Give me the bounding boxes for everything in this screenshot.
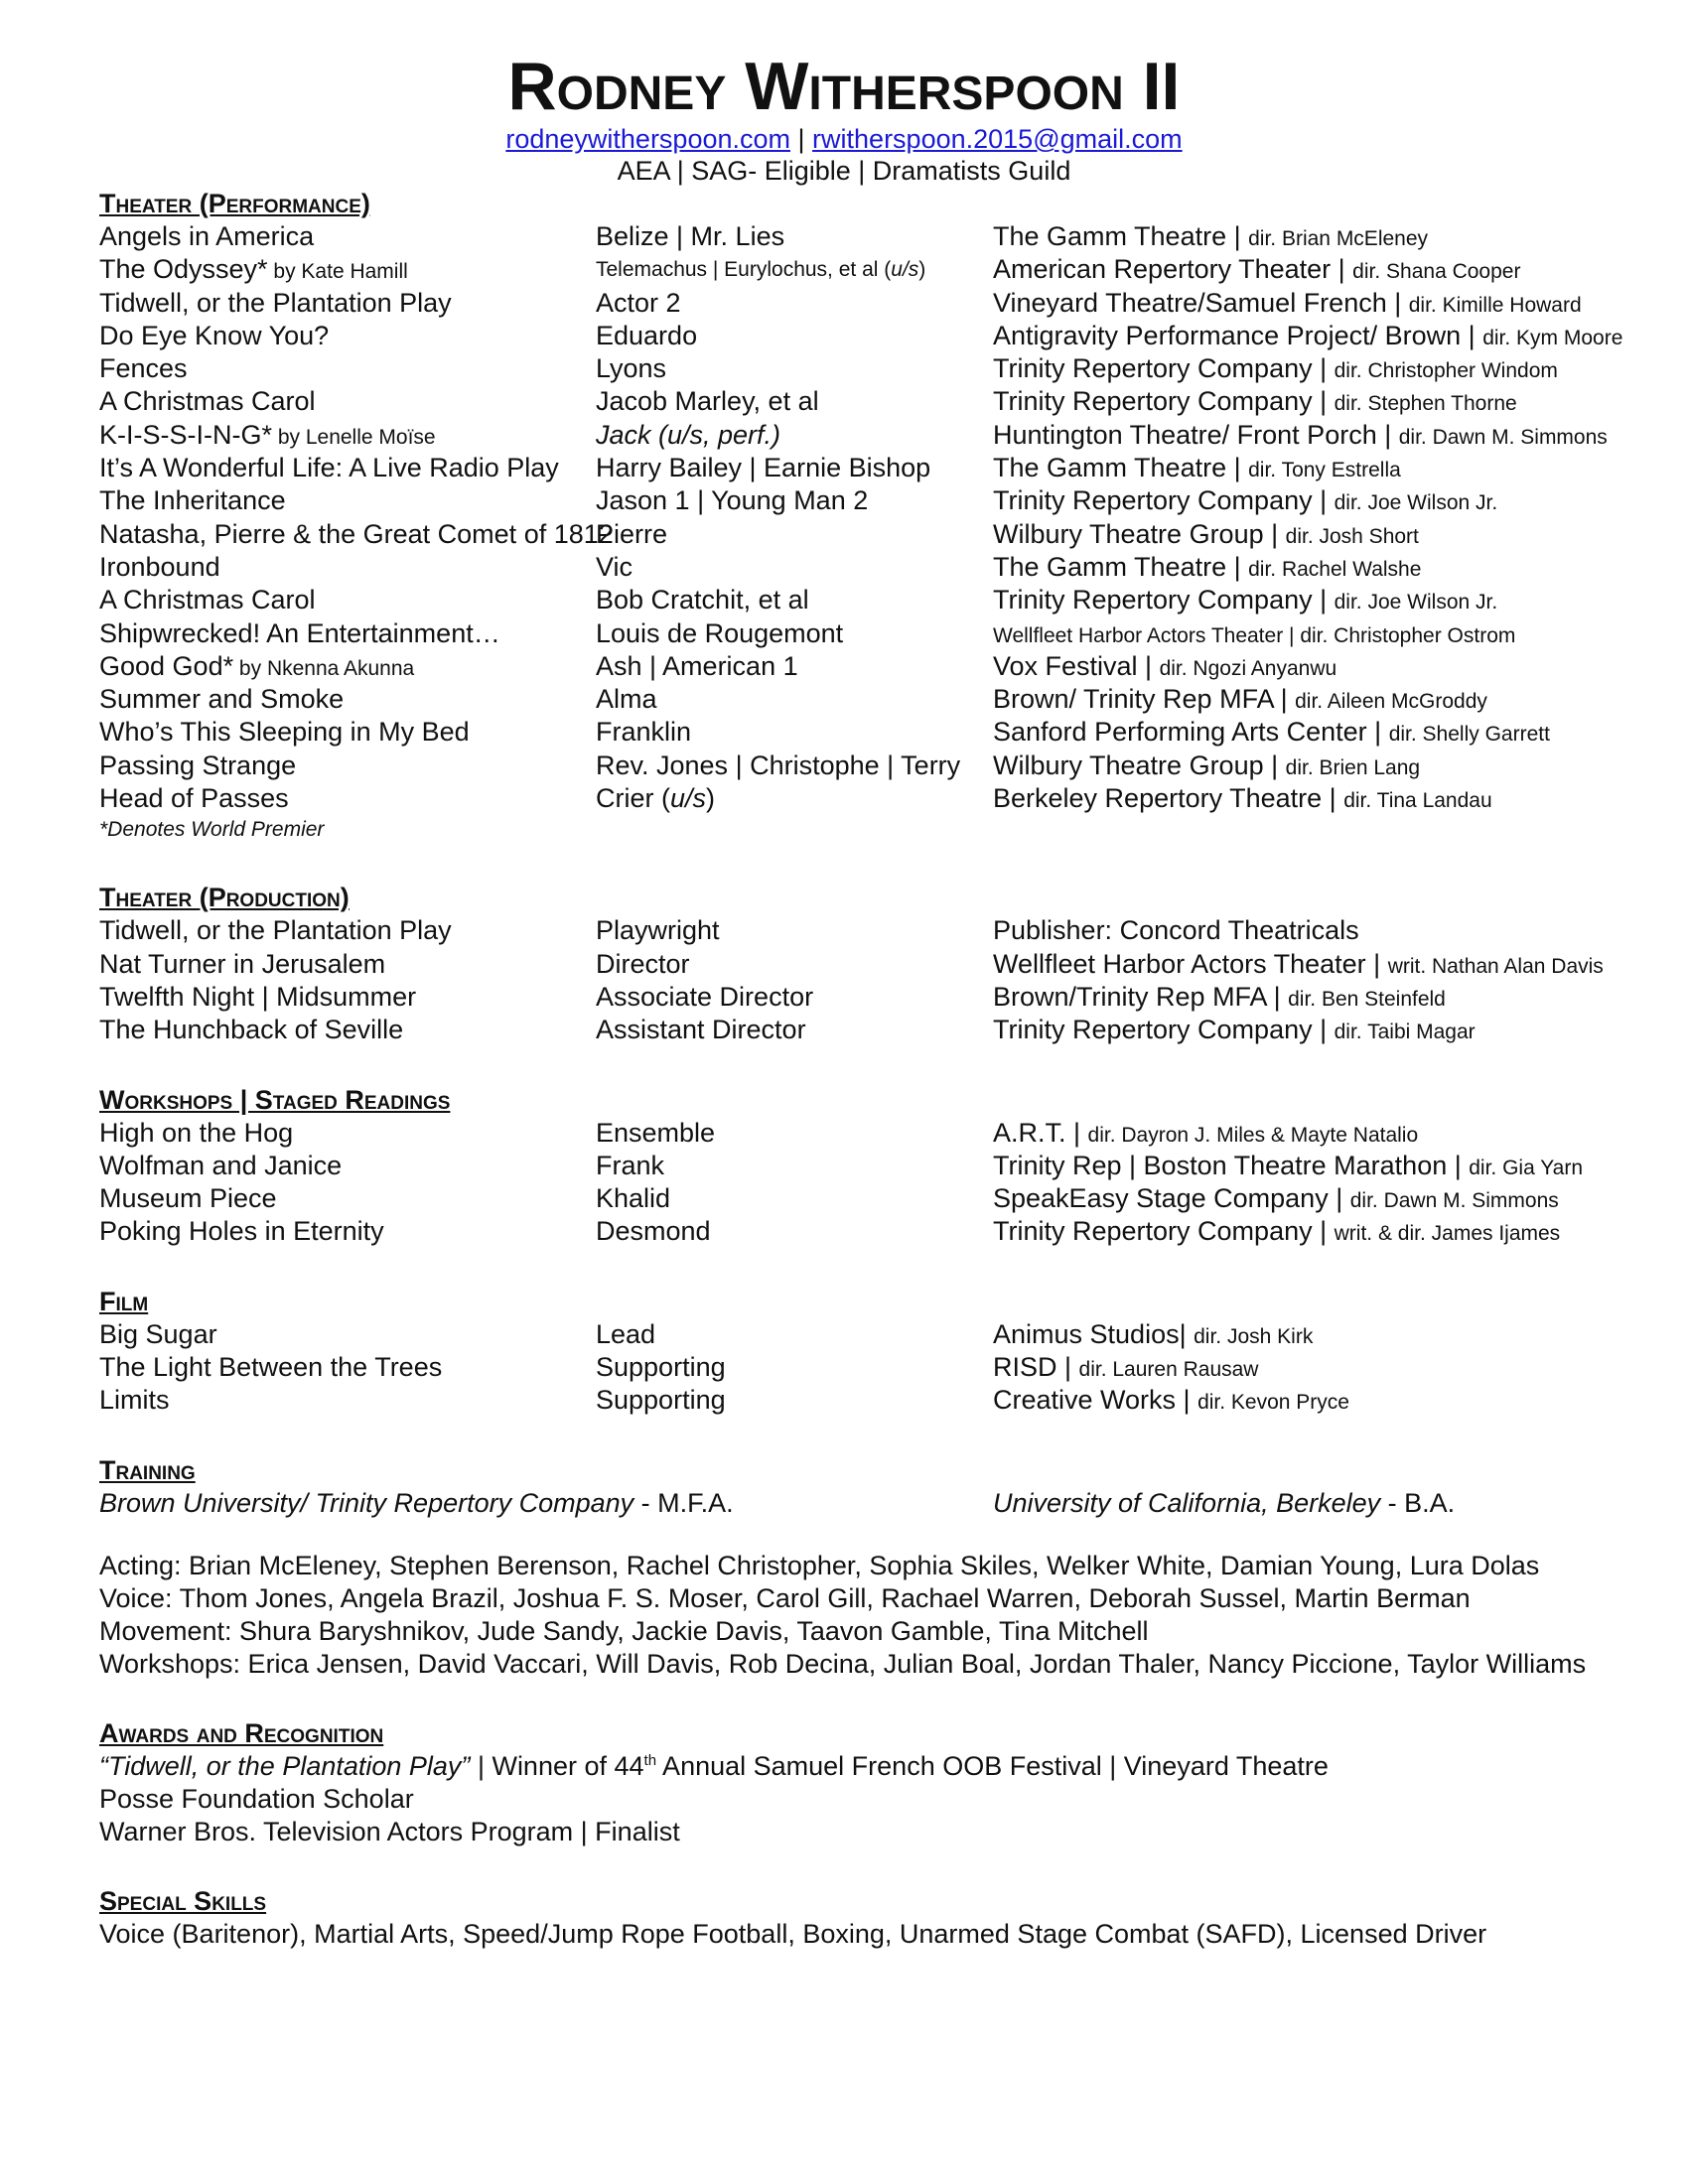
credit-title-text: High on the Hog [99,1117,294,1148]
award-warner: Warner Bros. Television Actors Program | Finalist [99,1816,680,1846]
credit-director: dir. Aileen McGroddy [1295,690,1487,714]
credit-venue [993,617,1515,652]
credit-venue [993,385,1517,420]
credit-title-text: Head of Passes [99,783,289,814]
training-movement: Movement: Shura Baryshnikov, Jude Sandy, Jackie Davis, Taavon Gamble, Tina Mitchell [99,1615,1149,1646]
credit-role: Ensemble [596,1117,716,1148]
resume-page [99,49,1623,1951]
credit-venue [993,452,1401,486]
credit-row [99,981,1609,1014]
credit-title [99,352,188,387]
training-workshops: Workshops: Erica Jensen, David Vaccari, Will Davis, Rob Decina, Julian Boal, Jordan Thaler, Nancy Piccione, Taylor Williams [99,1648,1587,1679]
credit-venue [993,1182,1559,1217]
credit-title [99,1215,384,1248]
credit-role: Harry Bailey | Earnie Bishop [596,453,931,483]
school-ba: University of California, Berkeley [993,1487,1381,1518]
credit-role: Supporting [596,1385,726,1416]
credit-row [99,253,1609,286]
training-voice: Voice: Thom Jones, Angela Brazil, Joshua F. S. Moser, Carol Gill, Rachael Warren, Deborah Sussel, Martin Berman [99,1582,1471,1613]
credit-row [99,1182,1609,1215]
credit-row [99,750,1609,782]
credit-title [99,650,414,685]
performance-list [99,220,1623,815]
credit-venue-text: SpeakEasy Stage Company | [993,1183,1350,1214]
section-heading-production: Theater (Production) [99,883,350,913]
credit-venue [993,1117,1418,1152]
credit-title-text: Passing Strange [99,750,297,780]
credit-venue [993,1318,1313,1353]
credit-title-text: Tidwell, or the Plantation Play [99,287,452,318]
credit-title-text: Angels in America [99,221,315,251]
credit-role: Ash | American 1 [596,650,798,681]
credit-venue-text: Sanford Performing Arts Center | [993,717,1389,748]
credit-row [99,484,1609,517]
credit-director: dir. Ngozi Anyanwu [1159,656,1337,680]
credit-director: dir. Tina Landau [1343,789,1492,813]
credit-director: dir. Ben Steinfeld [1288,987,1446,1011]
credit-title-text: Big Sugar [99,1318,217,1349]
credit-venue [993,287,1582,322]
credit-venue-text: Trinity Repertory Company | [993,353,1335,384]
credit-title-text: Nat Turner in Jerusalem [99,948,386,979]
credit-title-text: The Inheritance [99,485,286,516]
credit-title [99,1150,342,1182]
credit-director: dir. Gia Yarn [1469,1156,1584,1179]
credit-title-text: Tidwell, or the Plantation Play [99,915,452,946]
credit-role: Frank [596,1150,665,1180]
credit-role: Jason 1 | Young Man 2 [596,485,869,516]
credit-venue-text: Wilbury Theatre Group | [993,750,1286,780]
workshops-list [99,1117,1609,1249]
credit-title [99,948,385,981]
credit-venue-text: Publisher: Concord Theatricals [993,915,1359,946]
credit-title-text: Twelfth Night | Midsummer [99,981,417,1012]
credit-director: dir. Josh Kirk [1194,1324,1314,1348]
credit-row [99,1384,1609,1417]
credit-venue-text: The Gamm Theatre | [993,221,1249,251]
credit-venue-text: Vox Festival | [993,650,1160,681]
credit-venue-text: Trinity Repertory Company | [993,1216,1335,1247]
credit-director: dir. Shana Cooper [1352,260,1521,284]
union-affiliations: AEA | SAG- Eligible | Dramatists Guild [617,156,1071,186]
credit-title [99,782,289,817]
credit-venue [993,1384,1349,1419]
degree-mfa [99,1487,734,1520]
resume-name: Rodney Witherspoon II [507,49,1181,124]
credit-row [99,716,1609,749]
credit-role: Bob Cratchit, et al [596,585,809,615]
credit-venue [993,1351,1258,1386]
credit-director: dir. Shelly Garrett [1388,723,1550,747]
email-link[interactable]: rwitherspoon.2015@gmail.com [812,124,1183,154]
credit-row [99,452,1609,484]
credit-author: by Lenelle Moïse [271,425,436,449]
credit-title-text: Natasha, Pierre & the Great Comet of 1812 [99,518,614,549]
credit-role: Playwright [596,915,720,946]
credit-venue [993,584,1497,618]
credit-director: dir. Kevon Pryce [1197,1391,1349,1415]
credit-row [99,551,1609,584]
credit-venue [993,320,1622,354]
credit-title-text: Do Eye Know You? [99,320,330,350]
credit-director: dir. Brien Lang [1285,755,1421,779]
credit-role: Actor 2 [596,287,681,318]
credit-director: dir. Joe Wilson Jr. [1334,491,1498,515]
credit-title [99,683,344,718]
credit-author: by Nkenna Akunna [233,656,415,680]
credit-venue-text: American Repertory Theater | [993,254,1353,285]
credit-role: Desmond [596,1216,711,1247]
credit-venue-text: Wilbury Theatre Group | [993,518,1286,549]
credit-director: dir. Kimille Howard [1408,293,1582,317]
credit-director: dir. Taibi Magar [1334,1021,1476,1044]
credit-row [99,385,1609,418]
credit-row [99,419,1609,452]
credit-title [99,287,452,322]
credit-title [99,220,314,255]
credit-row [99,650,1609,683]
credit-title-text: A Christmas Carol [99,585,316,615]
credit-role: Rev. Jones | Christophe | Terry [596,750,961,780]
credit-row [99,352,1609,385]
website-link[interactable]: rodneywitherspoon.com [505,124,791,154]
credit-venue-text: Trinity Repertory Company | [993,1015,1335,1045]
credit-role: Belize | Mr. Lies [596,221,785,251]
credit-director: dir. Stephen Thorne [1334,392,1517,416]
credit-director: dir. Brian McEleney [1248,227,1429,250]
credit-role: Jack (u/s, perf.) [596,419,781,450]
credit-role: Associate Director [596,981,814,1012]
credit-title [99,914,452,947]
credit-row [99,1014,1609,1046]
credit-role: Jacob Marley, et al [596,386,819,417]
credit-title [99,1318,217,1351]
credit-venue-text: The Gamm Theatre | [993,551,1249,582]
degree-ba-label: - B.A. [1380,1487,1456,1518]
credit-title-text: It’s A Wonderful Life: A Live Radio Play [99,453,559,483]
training-degrees [99,1487,1609,1520]
credit-row [99,914,1609,947]
credit-title-text: Summer and Smoke [99,684,345,715]
credit-title [99,320,329,354]
credit-title-text: Fences [99,353,188,384]
credit-role: Assistant Director [596,1015,806,1045]
credit-row [99,518,1609,551]
section-heading-awards: Awards and Recognition [99,1717,384,1748]
credit-role: Vic [596,551,633,582]
credit-row [99,1117,1609,1150]
credit-director: dir. Rachel Walshe [1248,557,1422,581]
credit-row [99,683,1609,716]
award-tidwell-sup: th [643,1751,657,1769]
section-heading-training: Training [99,1454,196,1485]
credit-director: writ. Nathan Alan Davis [1387,954,1604,978]
credit-title [99,253,408,288]
credit-author: by Kate Hamill [267,260,408,284]
credit-venue [993,551,1421,586]
credit-title-text: Limits [99,1385,170,1416]
credit-title-text: Shipwrecked! An Entertainment… [99,617,500,648]
credit-director: dir. Tony Estrella [1248,459,1401,482]
credit-title [99,1182,277,1215]
degree-ba [993,1487,1455,1520]
credit-venue [993,1215,1560,1250]
section-heading-film: Film [99,1286,149,1316]
credit-role: Crier (u/s) [596,783,716,814]
credit-venue-text: Trinity Repertory Company | [993,585,1335,615]
credit-title [99,1384,170,1417]
credit-venue-text: Berkeley Repertory Theatre | [993,783,1344,814]
credit-venue-text: Trinity Repertory Company | [993,386,1335,417]
production-list [99,914,1609,1046]
credit-title-text: Who’s This Sleeping in My Bed [99,717,470,748]
credit-title-text: Good God* [99,650,234,681]
credit-venue [993,948,1604,983]
award-tidwell-title: “Tidwell, or the Plantation Play” [99,1750,471,1781]
credit-venue [993,352,1558,387]
award-tidwell-pre: | Winner of 44 [470,1750,644,1781]
credit-title [99,617,500,652]
credit-venue-text: Vineyard Theatre/Samuel French | [993,287,1409,318]
credit-venue [993,981,1446,1016]
award-tidwell-post: Annual Samuel French OOB Festival | Vineyard Theatre [656,1750,1329,1781]
credit-title-text: The Light Between the Trees [99,1352,443,1383]
credit-role: Telemachus | Eurylochus, et al (u/s) [596,258,926,282]
credit-venue [993,716,1550,751]
credit-title-text: Ironbound [99,551,220,582]
credit-title [99,518,614,553]
award-tidwell [99,1750,1609,1783]
credit-row [99,1318,1609,1351]
credit-venue [993,518,1419,553]
credit-venue-text: Trinity Repertory Company | [993,485,1335,516]
credit-title [99,551,220,586]
credit-director: writ. & dir. James Ijames [1334,1222,1561,1246]
credit-venue-text: Creative Works | [993,1385,1198,1416]
credit-title [99,584,316,618]
credit-role: Eduardo [596,320,698,350]
credit-venue [993,1014,1476,1048]
credit-row [99,287,1609,320]
credit-director: dir. Christopher Windom [1334,359,1558,383]
credit-venue [993,650,1336,685]
credit-director: dir. Dayron J. Miles & Mayte Natalio [1087,1123,1419,1147]
credit-title-text: A Christmas Carol [99,386,316,417]
contact-line [0,123,1688,155]
section-heading-workshops: Workshops | Staged Readings [99,1084,451,1115]
credit-title-text: Poking Holes in Eternity [99,1216,384,1247]
training-acting: Acting: Brian McEleney, Stephen Berenson, Rachel Christopher, Sophia Skiles, Welker White, Damian Young, Lura Dolas [99,1550,1540,1580]
credit-role: Supporting [596,1352,726,1383]
credit-director: dir. Dawn M. Simmons [1349,1189,1559,1213]
credit-venue-text: Antigravity Performance Project/ Brown | [993,320,1483,350]
credit-title-text: K-I-S-S-I-N-G* [99,419,272,450]
credit-role: Lyons [596,353,667,384]
credit-title [99,1351,442,1384]
credit-title [99,1014,403,1046]
degree-mfa-label: - M.F.A. [633,1487,734,1518]
section-heading-skills: Special Skills [99,1885,267,1916]
credit-role: Louis de Rougemont [596,617,844,648]
credit-director: dir. Joe Wilson Jr. [1334,591,1498,614]
credit-title [99,452,559,486]
credit-venue-text: A.R.T. | [993,1117,1088,1148]
credit-venue-text: RISD | [993,1352,1079,1383]
credit-director: dir. Josh Short [1285,524,1419,548]
credit-venue-text: The Gamm Theatre | [993,453,1249,483]
special-skills-text: Voice (Baritenor), Martial Arts, Speed/Jump Rope Football, Boxing, Unarmed Stage Combat (SAFD), Licensed Driver [99,1918,1487,1949]
credit-row [99,948,1609,981]
world-premiere-note: *Denotes World Premier [99,818,325,842]
credit-venue [993,782,1492,817]
credit-row [99,617,1609,650]
credit-row [99,320,1623,352]
film-list [99,1318,1609,1418]
credit-director: dir. Dawn M. Simmons [1398,425,1608,449]
credit-venue-text: Wellfleet Harbor Actors Theater | [993,623,1301,647]
credit-venue [993,1150,1583,1184]
credit-row [99,1215,1609,1248]
credit-role: Khalid [596,1183,671,1214]
credit-director: dir. Kym Moore [1482,326,1623,349]
credit-venue [993,683,1487,718]
credit-row [99,584,1609,616]
credit-venue [993,484,1497,519]
credit-title [99,981,416,1014]
credit-venue [993,419,1608,454]
credit-venue-text: Huntington Theatre/ Front Porch | [993,419,1399,450]
school-mfa: Brown University/ Trinity Repertory Company [99,1487,634,1518]
credit-role: Franklin [596,717,692,748]
credit-role: Pierre [596,518,668,549]
credit-venue [993,220,1428,255]
credit-role: Director [596,948,690,979]
credit-venue-text: Animus Studios| [993,1318,1195,1349]
credit-title [99,1117,293,1150]
credit-role: Alma [596,684,657,715]
credit-row [99,1351,1609,1384]
credit-venue-text: Brown/ Trinity Rep MFA | [993,684,1296,715]
credit-venue-text: Brown/Trinity Rep MFA | [993,981,1289,1012]
credit-title-text: Wolfman and Janice [99,1150,343,1180]
credit-title [99,716,470,751]
credit-director: dir. Christopher Ostrom [1300,623,1516,647]
credit-title-text: The Hunchback of Seville [99,1015,404,1045]
credit-venue [993,914,1359,949]
credit-row [99,1150,1609,1182]
credit-row [99,782,1609,815]
credit-title-text: The Odyssey* [99,254,268,285]
contact-separator: | [790,124,813,154]
credit-title [99,750,296,784]
credit-title [99,385,316,420]
credit-director: dir. Lauren Rausaw [1078,1358,1259,1382]
credit-venue-text: Trinity Rep | Boston Theatre Marathon | [993,1150,1470,1180]
credit-title [99,419,436,454]
section-heading-performance: Theater (Performance) [99,189,370,218]
credit-venue-text: Wellfleet Harbor Actors Theater | [993,948,1388,979]
award-posse: Posse Foundation Scholar [99,1783,414,1814]
credit-title [99,484,286,519]
credit-row [99,220,1609,253]
credit-title-text: Museum Piece [99,1183,277,1214]
credit-role: Lead [596,1318,656,1349]
credit-venue [993,253,1520,288]
credit-venue [993,750,1420,784]
